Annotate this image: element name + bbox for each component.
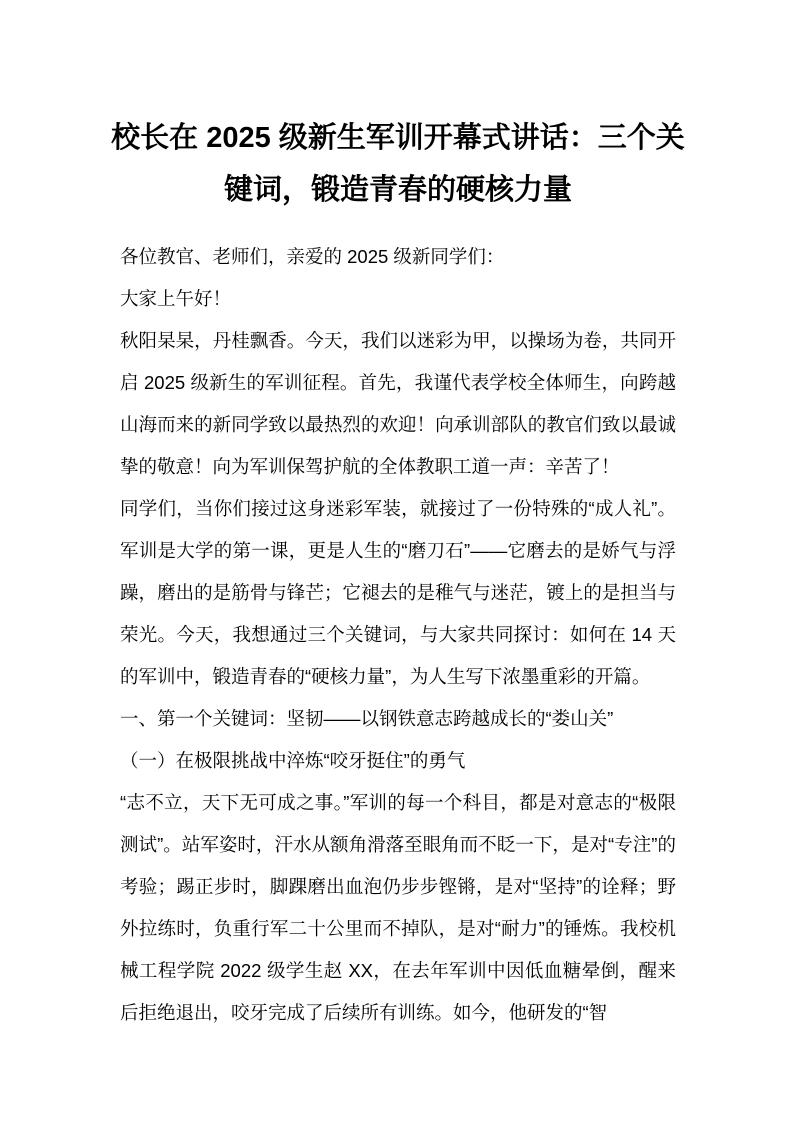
- meaning-paragraph: 同学们，当你们接过这身迷彩军装，就接过了一份特殊的“成人礼”。军训是大学的第一课，更是人生的“磨刀石”——它磨去的是娇气与浮躁，磨出的是筋骨与锋芒；它褪去的是稚气与迷茫，镀上的是担当与荣光。今天，我想通过三个关键词，与大家共同探讨：如何在 14 天的军训中，锻造青春的“硬核力量”，为人生写下浓墨重彩的开篇。: [120, 498, 676, 687]
- document-body: [120, 236, 676, 1034]
- opening-paragraph: 秋阳杲杲，丹桂飘香。今天，我们以迷彩为甲，以操场为卷，共同开启 2025 级新生的军训征程。首先，我谨代表学校全体师生，向跨越山海而来的新同学致以最热烈的欢迎！向承训部队的教官们致以最诚挚的敬意！向为军训保驾护航的全体教职工道一声：辛苦了！: [120, 330, 676, 477]
- subsection-one-heading: （一）在极限挑战中淬炼“咬牙挺住”的勇气: [120, 750, 466, 771]
- section-one-heading: 一、第一个关键词：坚韧——以钢铁意志跨越成长的“娄山关”: [120, 708, 614, 729]
- document-title: 校长在 2025 级新生军训开幕式讲话：三个关键词，锻造青春的硬核力量: [111, 122, 685, 206]
- salutation-line: 各位教官、老师们，亲爱的 2025 级新同学们：: [120, 246, 505, 267]
- greeting-line: 大家上午好！: [120, 288, 232, 309]
- resilience-paragraph: “志不立，天下无可成之事。”军训的每一个科目，都是对意志的“极限测试”。站军姿时，汗水从额角滑落至眼角而不眨一下，是对“专注”的考验；踢正步时，脚踝磨出血泡仍步步铿锵，是对“坚持”的诠释；野外拉练时，负重行军二十公里而不掉队，是对“耐力”的锤炼。我校机械工程学院 2022 级学生赵 XX，在去年军训中因低血糖晕倒，醒来后拒绝退出，咬牙完成了后续所有训练。如今，他研发的“智: [120, 792, 676, 1023]
